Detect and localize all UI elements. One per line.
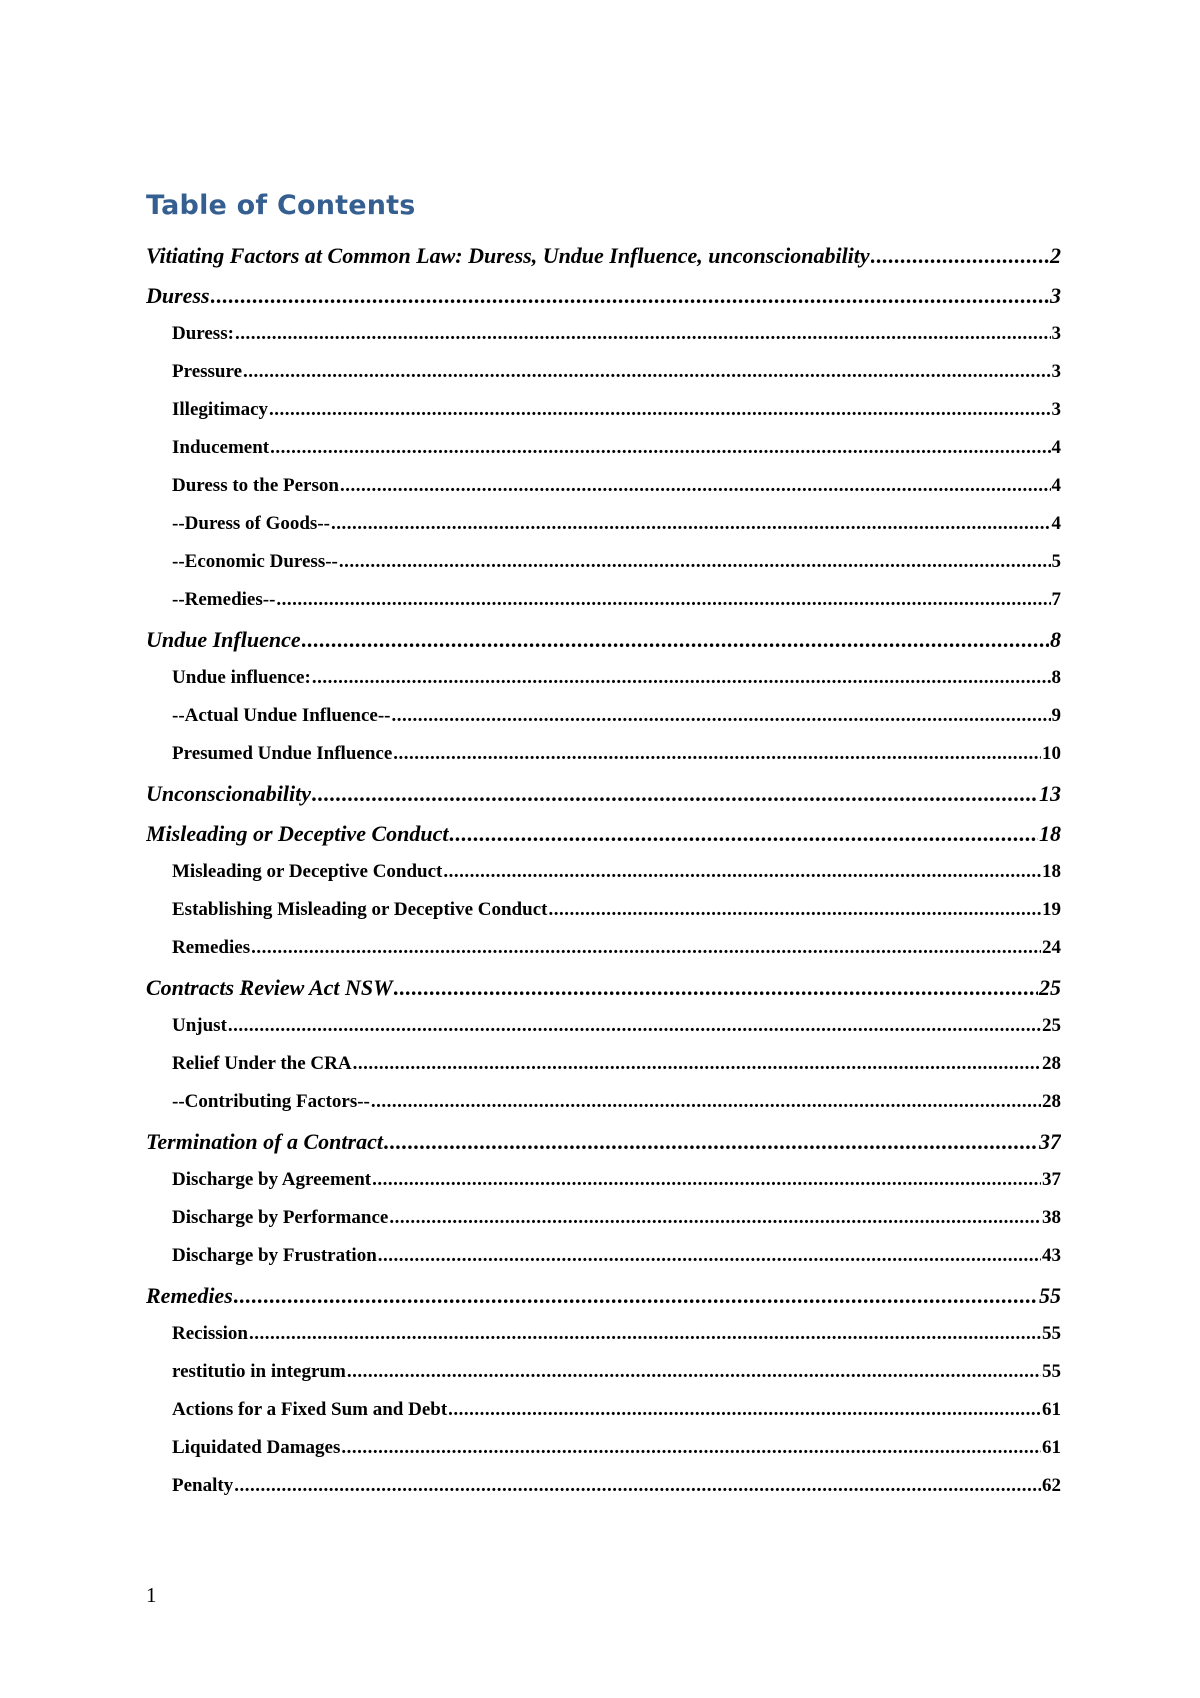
toc-page-number: 62 [1042, 1475, 1061, 1496]
toc-entry-text: Contracts Review Act NSW [146, 975, 393, 1000]
toc-subheading-entry[interactable] [146, 1437, 1061, 1475]
toc-dot-leader [269, 399, 1050, 421]
toc-heading-entry[interactable] [146, 627, 1061, 667]
toc-page-number: 19 [1042, 899, 1061, 920]
toc-subheading-entry[interactable] [146, 705, 1061, 743]
toc-subheading-entry[interactable] [146, 1207, 1061, 1245]
toc-entry-text: Illegitimacy [172, 399, 269, 420]
toc-page-number: 9 [1051, 705, 1061, 726]
toc-dot-leader [228, 1015, 1041, 1037]
toc-entry-text: Termination of a Contract [146, 1129, 383, 1154]
toc-subheading-entry[interactable] [146, 1361, 1061, 1399]
toc-dot-leader [394, 975, 1038, 1001]
toc-page-number: 37 [1039, 1129, 1061, 1154]
toc-dot-leader [234, 1283, 1038, 1309]
toc-page-number: 2 [1050, 243, 1061, 268]
toc-entry-text: Discharge by Performance [172, 1207, 389, 1228]
toc-entry-text: Misleading or Deceptive Conduct [172, 861, 443, 882]
toc-heading-entry[interactable] [146, 1283, 1061, 1323]
toc-title: Table of Contents [146, 190, 416, 221]
toc-subheading-entry[interactable] [146, 437, 1061, 475]
toc-dot-leader [443, 861, 1041, 883]
toc-entry-text: Liquidated Damages [172, 1437, 341, 1458]
toc-entry-text: Remedies [172, 937, 251, 958]
toc-entry-text: Presumed Undue Influence [172, 743, 393, 764]
toc-dot-leader [270, 437, 1050, 459]
toc-page-number: 43 [1042, 1245, 1061, 1266]
toc-dot-leader [243, 361, 1050, 383]
toc-page-number: 13 [1039, 781, 1061, 806]
toc-entry-text: Undue Influence [146, 627, 301, 652]
toc-page-number: 28 [1042, 1091, 1061, 1112]
toc-subheading-entry[interactable] [146, 399, 1061, 437]
toc-page-number: 8 [1051, 667, 1061, 688]
toc-page-number: 7 [1051, 589, 1061, 610]
toc-entry-text: Pressure [172, 361, 243, 382]
toc-entry-text: Vitiating Factors at Common Law: Duress, Undue Influence, unconscionability [146, 243, 870, 268]
toc-subheading-entry[interactable] [146, 1053, 1061, 1091]
toc-page-number: 24 [1042, 937, 1061, 958]
toc-subheading-entry[interactable] [146, 1399, 1061, 1437]
toc-dot-leader [393, 743, 1041, 765]
toc-entry-text: Relief Under the CRA [172, 1053, 352, 1074]
toc-entry-text: Actions for a Fixed Sum and Debt [172, 1399, 448, 1420]
toc-page-number: 4 [1051, 475, 1061, 496]
toc-page-number: 18 [1039, 821, 1061, 846]
toc-entry-text: --Duress of Goods-- [172, 513, 330, 534]
toc-page-number: 28 [1042, 1053, 1061, 1074]
toc-dot-leader [331, 513, 1051, 535]
toc-subheading-entry[interactable] [146, 513, 1061, 551]
toc-dot-leader [548, 899, 1041, 921]
toc-page-number: 18 [1042, 861, 1061, 882]
toc-dot-leader [347, 1361, 1041, 1383]
toc-dot-leader [448, 1399, 1041, 1421]
toc-dot-leader [340, 475, 1051, 497]
toc-dot-leader [392, 705, 1051, 727]
toc-entry-text: Recission [172, 1323, 248, 1344]
toc-dot-leader [312, 781, 1038, 807]
toc-dot-leader [234, 1475, 1041, 1497]
toc-page-number: 37 [1042, 1169, 1061, 1190]
page-number: 1 [146, 1583, 157, 1607]
toc-subheading-entry[interactable] [146, 323, 1061, 361]
toc-page-number: 4 [1051, 513, 1061, 534]
toc-dot-leader [251, 937, 1041, 959]
toc-page-number: 4 [1051, 437, 1061, 458]
toc-entry-text: Establishing Misleading or Deceptive Conduct [172, 899, 548, 920]
toc-page-number: 3 [1051, 399, 1061, 420]
toc-entry-text: --Contributing Factors-- [172, 1091, 370, 1112]
toc-page-number: 3 [1051, 361, 1061, 382]
toc-page-number: 5 [1051, 551, 1061, 572]
toc-entry-text: Duress to the Person [172, 475, 339, 496]
toc-dot-leader [211, 283, 1049, 309]
toc-page-number: 10 [1042, 743, 1061, 764]
toc-page-number: 25 [1039, 975, 1061, 1000]
toc-entry-text: Discharge by Frustration [172, 1245, 377, 1266]
toc-entry-text: Unconscionability [146, 781, 312, 806]
toc-entry-text: Duress: [172, 323, 234, 344]
toc-dot-leader [378, 1245, 1041, 1267]
toc-subheading-entry[interactable] [146, 1245, 1061, 1283]
toc-dot-leader [276, 589, 1050, 611]
toc-subheading-entry[interactable] [146, 743, 1061, 781]
toc-dot-leader [339, 551, 1051, 573]
toc-dot-leader [235, 323, 1051, 345]
toc-entry-text: restitutio in integrum [172, 1361, 346, 1382]
toc-page-number: 3 [1051, 323, 1061, 344]
toc-entry-text: Remedies [146, 1283, 233, 1308]
toc-page-number: 55 [1042, 1323, 1061, 1344]
toc-dot-leader [302, 627, 1049, 653]
toc-subheading-entry[interactable] [146, 1323, 1061, 1361]
toc-list [146, 243, 1061, 1513]
toc-dot-leader [372, 1169, 1041, 1191]
toc-subheading-entry[interactable] [146, 589, 1061, 627]
toc-dot-leader [384, 1129, 1038, 1155]
toc-heading-entry[interactable] [146, 975, 1061, 1015]
toc-heading-entry[interactable] [146, 781, 1061, 821]
toc-entry-text: --Actual Undue Influence-- [172, 705, 391, 726]
toc-dot-leader [371, 1091, 1041, 1113]
toc-page-number: 55 [1039, 1283, 1061, 1308]
toc-subheading-entry[interactable] [146, 551, 1061, 589]
toc-heading-entry[interactable] [146, 283, 1061, 323]
toc-page-number: 38 [1042, 1207, 1061, 1228]
toc-subheading-entry[interactable] [146, 1475, 1061, 1513]
toc-page-number: 3 [1050, 283, 1061, 308]
toc-subheading-entry[interactable] [146, 1091, 1061, 1129]
toc-subheading-entry[interactable] [146, 475, 1061, 513]
toc-dot-leader [449, 821, 1038, 847]
toc-subheading-entry[interactable] [146, 1015, 1061, 1053]
toc-entry-text: Misleading or Deceptive Conduct [146, 821, 449, 846]
toc-dot-leader [353, 1053, 1041, 1075]
toc-page-number: 61 [1042, 1437, 1061, 1458]
toc-heading-entry[interactable] [146, 243, 1061, 283]
toc-entry-text: Undue influence: [172, 667, 311, 688]
toc-page-number: 61 [1042, 1399, 1061, 1420]
toc-entry-text: Inducement [172, 437, 270, 458]
toc-heading-entry[interactable] [146, 821, 1061, 861]
toc-subheading-entry[interactable] [146, 1169, 1061, 1207]
toc-dot-leader [312, 667, 1051, 689]
toc-subheading-entry[interactable] [146, 361, 1061, 399]
toc-subheading-entry[interactable] [146, 899, 1061, 937]
toc-dot-leader [249, 1323, 1041, 1345]
toc-subheading-entry[interactable] [146, 937, 1061, 975]
toc-dot-leader [871, 243, 1049, 269]
toc-entry-text: Duress [146, 283, 210, 308]
toc-entry-text: --Economic Duress-- [172, 551, 338, 572]
toc-entry-text: Unjust [172, 1015, 227, 1036]
toc-heading-entry[interactable] [146, 1129, 1061, 1169]
toc-page-number: 25 [1042, 1015, 1061, 1036]
toc-entry-text: Discharge by Agreement [172, 1169, 372, 1190]
toc-entry-text: --Remedies-- [172, 589, 276, 610]
toc-entry-text: Penalty [172, 1475, 234, 1496]
toc-page-number: 55 [1042, 1361, 1061, 1382]
toc-dot-leader [341, 1437, 1041, 1459]
toc-subheading-entry[interactable] [146, 861, 1061, 899]
toc-page-number: 8 [1050, 627, 1061, 652]
toc-subheading-entry[interactable] [146, 667, 1061, 705]
toc-dot-leader [389, 1207, 1041, 1229]
